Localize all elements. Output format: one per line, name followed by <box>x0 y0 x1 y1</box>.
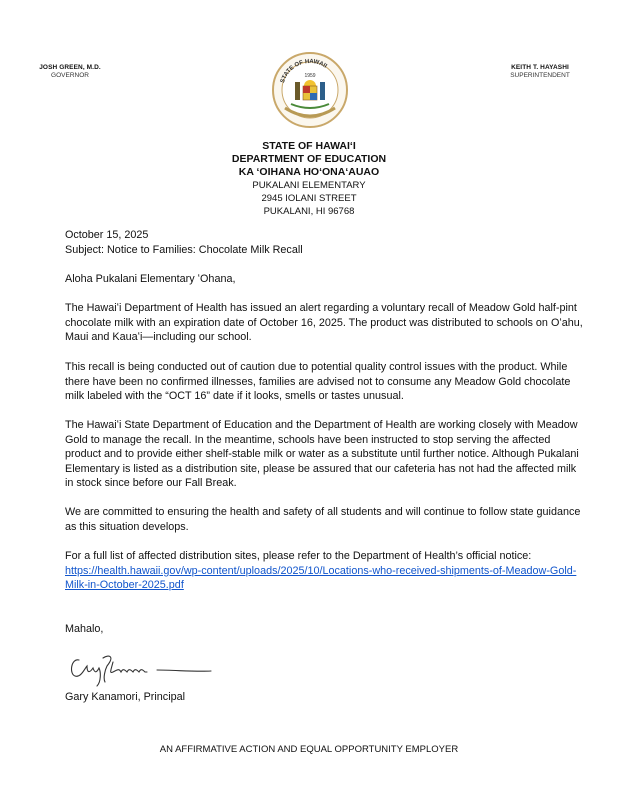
governor-name: JOSH GREEN, M.D. <box>39 64 101 71</box>
paragraph-text: The Hawaiʻi State Department of Education and the Department of Health are working closely with Meadow Gold to manage the recall. In the meantime, schools have been instructed to stop serving the affected product and to provide either shelf-stable milk or water as a substitute until further notice. Although Pukalani Elementary is listed as a distribution site, please be assured that our cafeteria has not had the affected milk in stock since before our Fall Break. <box>65 419 579 489</box>
svg-text:1959: 1959 <box>304 73 316 79</box>
paragraph-text: We are committed to ensuring the health and safety of all students and will continue to follow state guidance as this situation develops. <box>65 506 581 533</box>
school-name: PUKALANI ELEMENTARY <box>252 180 366 191</box>
paragraph-3 <box>65 418 585 491</box>
paragraph-5 <box>65 549 585 593</box>
letter-header <box>65 228 585 257</box>
governor-title: GOVERNOR <box>51 72 89 79</box>
superintendent-name: KEITH T. HAYASHI <box>511 64 569 71</box>
paragraph-4 <box>65 505 585 534</box>
svg-text:STATE OF HAWAII: STATE OF HAWAII <box>279 58 328 84</box>
closing-block <box>65 622 585 637</box>
letterhead <box>0 140 618 218</box>
letter-greeting-block <box>65 272 585 287</box>
department-hawaiian-name: KA ʻOIHANA HOʻONAʻAUAO <box>238 166 380 178</box>
paragraph-text: The Hawaiʻi Department of Health has issued an alert regarding a voluntary recall of Meadow Gold half-pint chocolate milk with an expiration date of October 16, 2025. The product was distributed to schools on Oʻahu, Maui and Kauaʻi—including our school. <box>65 302 583 343</box>
doh-notice-link[interactable]: https://health.hawaii.gov/wp-content/uploads/2025/10/Locations-who-received-shipments-of-Meadow-Gold-Milk-in-October-2025.pdf <box>65 564 577 591</box>
superintendent-block <box>470 64 610 80</box>
letter-subject: Subject: Notice to Families: Chocolate Milk Recall <box>65 243 303 256</box>
signer-name: Gary Kanamori, Principal <box>65 691 186 703</box>
paragraph-text: For a full list of affected distribution sites, please refer to the Department of Health’s official notice: <box>65 550 532 562</box>
state-seal-icon <box>265 50 355 130</box>
governor-block <box>0 64 140 80</box>
superintendent-title: SUPERINTENDENT <box>510 72 570 79</box>
paragraph-text: This recall is being conducted out of caution due to potential quality control issues with the product. While there have been no confirmed illnesses, families are advised not to consume any Meadow Gold chocolate milk labeled with the “OCT 16” date if it looks, smells or tastes unusual. <box>65 361 571 402</box>
signer-block <box>65 690 585 705</box>
school-street: 2945 IOLANI STREET <box>261 193 357 204</box>
department-name: DEPARTMENT OF EDUCATION <box>231 153 387 165</box>
letter-date: October 15, 2025 <box>65 229 149 241</box>
school-city: PUKALANI, HI 96768 <box>263 206 355 217</box>
footer: AN AFFIRMATIVE ACTION AND EQUAL OPPORTUNITY EMPLOYER <box>159 744 459 755</box>
letter-greeting: Aloha Pukalani Elementary ʻOhana, <box>65 273 236 285</box>
state-name: STATE OF HAWAIʻI <box>262 140 356 152</box>
signature-icon <box>65 648 215 688</box>
paragraph-1 <box>65 301 585 345</box>
paragraph-2 <box>65 360 585 404</box>
closing: Mahalo, <box>65 623 104 635</box>
